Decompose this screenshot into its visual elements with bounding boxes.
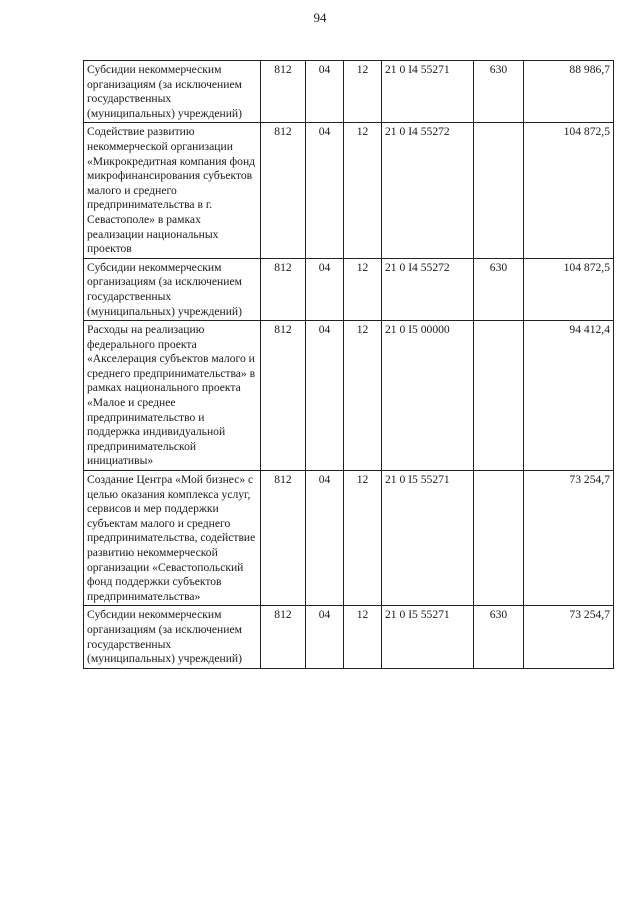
- ministry-code-cell: 812: [261, 606, 306, 668]
- expense-type-cell: 630: [474, 606, 524, 668]
- amount-cell: 94 412,4: [524, 321, 614, 471]
- target-article-cell: 21 0 I4 55272: [382, 258, 474, 320]
- ministry-code-cell: 812: [261, 258, 306, 320]
- expense-type-cell: [474, 123, 524, 258]
- amount-cell: 104 872,5: [524, 258, 614, 320]
- row-name-cell: Расходы на реализацию федерального проекта «Акселерация субъектов малого и среднего предпринимательства» в рамках национального проекта «Малое и среднее предпринимательство и поддержка индивидуальной предпринимательской инициативы»: [84, 321, 261, 471]
- table-row: [84, 321, 614, 471]
- section-code-cell: 04: [306, 61, 344, 123]
- row-name-cell: Субсидии некоммерческим организациям (за исключением государственных (муниципальных) учреждений): [84, 606, 261, 668]
- section-code-cell: 04: [306, 321, 344, 471]
- target-article-cell: 21 0 I4 55271: [382, 61, 474, 123]
- expense-type-cell: [474, 321, 524, 471]
- amount-cell: 104 872,5: [524, 123, 614, 258]
- ministry-code-cell: 812: [261, 471, 306, 606]
- expense-type-cell: [474, 471, 524, 606]
- expense-type-cell: 630: [474, 258, 524, 320]
- table-row: [84, 61, 614, 123]
- row-name-cell: Субсидии некоммерческим организациям (за исключением государственных (муниципальных) учреждений): [84, 258, 261, 320]
- section-code-cell: 04: [306, 471, 344, 606]
- amount-cell: 88 986,7: [524, 61, 614, 123]
- table-row: [84, 258, 614, 320]
- ministry-code-cell: 812: [261, 123, 306, 258]
- target-article-cell: 21 0 I5 55271: [382, 606, 474, 668]
- ministry-code-cell: 812: [261, 321, 306, 471]
- ministry-code-cell: 812: [261, 61, 306, 123]
- section-code-cell: 04: [306, 606, 344, 668]
- row-name-cell: Содействие развитию некоммерческой организации «Микрокредитная компания фонд микрофинансирования субъектов малого и среднего предпринимательства в г. Севастополе» в рамках реализации национальных проектов: [84, 123, 261, 258]
- table-row: [84, 123, 614, 258]
- amount-cell: 73 254,7: [524, 471, 614, 606]
- subsection-code-cell: 12: [344, 471, 382, 606]
- target-article-cell: 21 0 I4 55272: [382, 123, 474, 258]
- row-name-cell: Создание Центра «Мой бизнес» с целью оказания комплекса услуг, сервисов и мер поддержки субъектам малого и среднего предпринимательства, содействие развитию некоммерческой организации «Севастопольский фонд поддержки субъектов предпринимательства»: [84, 471, 261, 606]
- expense-type-cell: 630: [474, 61, 524, 123]
- row-name-cell: Субсидии некоммерческим организациям (за исключением государственных (муниципальных) учреждений): [84, 61, 261, 123]
- subsection-code-cell: 12: [344, 123, 382, 258]
- table-row: [84, 471, 614, 606]
- subsection-code-cell: 12: [344, 61, 382, 123]
- budget-table: [83, 60, 614, 669]
- subsection-code-cell: 12: [344, 258, 382, 320]
- target-article-cell: 21 0 I5 55271: [382, 471, 474, 606]
- table-row: [84, 606, 614, 668]
- target-article-cell: 21 0 I5 00000: [382, 321, 474, 471]
- section-code-cell: 04: [306, 258, 344, 320]
- amount-cell: 73 254,7: [524, 606, 614, 668]
- budget-table-body: [84, 61, 614, 669]
- subsection-code-cell: 12: [344, 321, 382, 471]
- page-number: 94: [313, 10, 327, 25]
- section-code-cell: 04: [306, 123, 344, 258]
- subsection-code-cell: 12: [344, 606, 382, 668]
